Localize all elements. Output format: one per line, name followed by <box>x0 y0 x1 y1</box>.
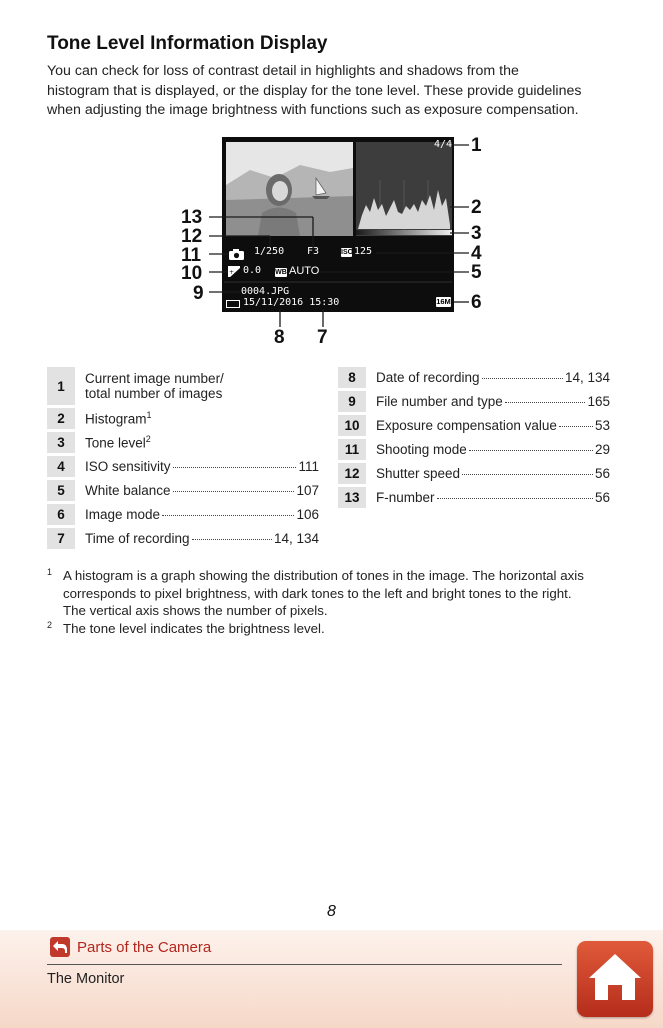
footnote-mark: 2 <box>47 619 53 630</box>
fnumber-readout: F3 <box>307 246 320 257</box>
legend-description <box>75 528 319 549</box>
legend-row <box>338 463 610 484</box>
back-link-parts-of-camera[interactable] <box>50 937 211 957</box>
legend-label: Exposure compensation value <box>376 418 557 433</box>
footnote-line: The tone level indicates the brightness level. <box>63 620 325 636</box>
home-icon <box>587 952 643 1007</box>
legend-description <box>75 480 319 501</box>
footnotes <box>47 567 617 637</box>
page-ref: 14, 134 <box>273 531 319 546</box>
legend-number: 11 <box>338 439 366 460</box>
callout-10: 10 <box>181 263 203 284</box>
datetime-readout: 15/11/2016 15:30 <box>243 297 340 308</box>
legend-description <box>366 439 610 460</box>
callout-2: 2 <box>471 197 482 218</box>
legend-row <box>47 480 319 501</box>
legend-description <box>75 504 319 525</box>
image-mode-badge: 16M <box>436 297 451 306</box>
intro-line: You can check for loss of contrast detail in highlights and shadows from the <box>47 63 519 79</box>
legend-row <box>338 439 610 460</box>
legend-description <box>366 367 610 388</box>
legend-label: Date of recording <box>376 370 480 385</box>
legend-row <box>338 391 610 412</box>
legend-description <box>75 456 319 477</box>
legend-label: Shooting mode <box>376 442 467 457</box>
legend-number: 5 <box>47 480 75 501</box>
page-ref: 29 <box>594 442 610 457</box>
legend-number: 7 <box>47 528 75 549</box>
legend-number: 4 <box>47 456 75 477</box>
legend-number: 8 <box>338 367 366 388</box>
callout-4: 4 <box>471 243 482 264</box>
page-number: 8 <box>327 903 336 920</box>
page-ref: 56 <box>594 490 610 505</box>
legend-number: 12 <box>338 463 366 484</box>
wb-badge: WB <box>275 269 287 276</box>
page-title: Tone Level Information Display <box>47 33 328 54</box>
legend-label: Current image number/ <box>85 371 224 386</box>
legend-label: White balance <box>85 483 171 498</box>
legend-number: 13 <box>338 487 366 508</box>
legend-label: Tone level <box>85 435 146 451</box>
battery-icon <box>226 300 240 308</box>
legend-label: Image mode <box>85 507 161 522</box>
legend-row <box>338 367 610 388</box>
wb-value-readout: AUTO <box>289 265 320 277</box>
legend-number: 9 <box>338 391 366 412</box>
legend-description <box>75 367 319 405</box>
footnote-line: corresponds to pixel brightness, with dark tones to the left and bright tones to the right. <box>63 585 572 601</box>
footer-divider <box>47 964 562 965</box>
legend-description <box>366 391 610 412</box>
callout-3: 3 <box>471 223 482 244</box>
footnote-ref: 1 <box>146 410 152 421</box>
legend-row <box>338 487 610 508</box>
footnote-line: A histogram is a graph showing the distribution of tones in the image. The horizontal axis <box>63 568 584 583</box>
legend-row <box>47 408 319 429</box>
legend-row <box>47 432 319 453</box>
legend-description <box>75 408 319 429</box>
back-arrow-icon <box>50 937 70 957</box>
footnote-mark: 1 <box>47 567 53 577</box>
camera-icon <box>229 247 244 258</box>
callout-12: 12 <box>181 226 203 247</box>
footer-section-title: The Monitor <box>47 971 125 987</box>
page-ref: 56 <box>594 466 610 481</box>
image-number-readout: 4/4 <box>434 139 453 150</box>
intro-line: histogram that is displayed, or the display for the tone level. These provide guidelines <box>47 82 582 99</box>
legend-number: 2 <box>47 408 75 429</box>
footnote-ref: 2 <box>145 434 151 445</box>
callout-1: 1 <box>471 135 482 156</box>
legend-row <box>47 367 319 405</box>
legend-label: total number of images <box>85 386 223 401</box>
page-ref: 106 <box>296 507 319 522</box>
page-ref: 53 <box>594 418 610 433</box>
svg-text:+: + <box>229 269 235 276</box>
back-link-label: Parts of the Camera <box>77 938 212 956</box>
legend-table-right <box>338 364 610 511</box>
legend-label: Shutter speed <box>376 466 461 481</box>
callout-13: 13 <box>181 207 203 228</box>
home-button[interactable] <box>577 941 653 1017</box>
legend-description <box>366 463 610 484</box>
legend-description <box>366 415 610 436</box>
iso-value-readout: 125 <box>354 246 373 257</box>
footnote <box>47 620 617 638</box>
legend-number: 10 <box>338 415 366 436</box>
tone-level-bar <box>356 230 452 235</box>
legend-number: 3 <box>47 432 75 453</box>
shutter-speed-readout: 1/250 <box>254 246 285 257</box>
page-ref: 107 <box>296 483 319 498</box>
callout-6: 6 <box>471 292 482 313</box>
legend-description <box>366 487 610 508</box>
footnote <box>47 567 617 620</box>
callout-11: 11 <box>181 245 202 266</box>
callout-7: 7 <box>317 327 328 348</box>
page-ref: 14, 134 <box>564 370 610 385</box>
iso-badge: ISO <box>341 249 354 256</box>
legend-label: File number and type <box>376 394 503 409</box>
exposure-value-readout: 0.0 <box>243 265 262 276</box>
legend-row <box>47 504 319 525</box>
callout-5: 5 <box>471 262 482 283</box>
legend-row <box>47 528 319 549</box>
legend-label: Time of recording <box>85 531 190 546</box>
callout-9: 9 <box>193 283 204 304</box>
page-ref: 111 <box>298 459 319 474</box>
page-ref: 165 <box>587 394 610 409</box>
legend-row <box>47 456 319 477</box>
legend-label: ISO sensitivity <box>85 459 171 474</box>
legend-table-left <box>47 364 319 552</box>
intro-line: when adjusting the image brightness with functions such as exposure compensation. <box>47 102 579 118</box>
photo-thumbnail <box>0 0 663 400</box>
callout-8: 8 <box>274 327 285 348</box>
legend-description <box>75 432 319 453</box>
legend-row <box>338 415 610 436</box>
legend-number: 1 <box>47 367 75 405</box>
legend-number: 6 <box>47 504 75 525</box>
legend-label: F-number <box>376 490 435 505</box>
exposure-icon <box>228 266 240 277</box>
file-name-readout: 0004.JPG <box>241 286 290 297</box>
footnote-line: The vertical axis shows the number of pixels. <box>63 603 328 618</box>
legend-label: Histogram <box>85 411 147 427</box>
